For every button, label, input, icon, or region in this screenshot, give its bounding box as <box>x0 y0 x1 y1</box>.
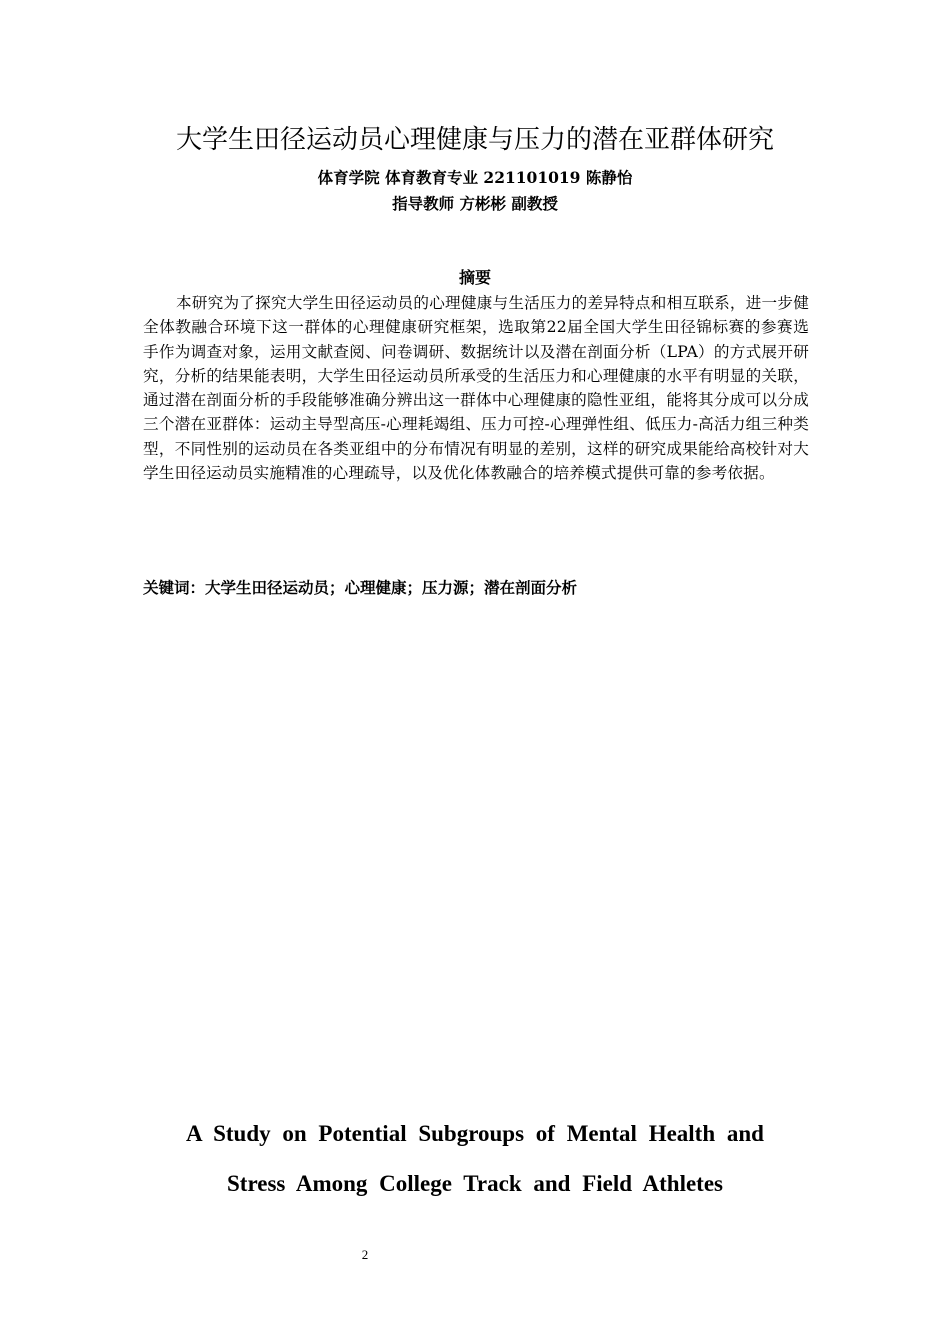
abstract-body: 本研究为了探究大学生田径运动员的心理健康与生活压力的差异特点和相互联系，进一步健全体教融合环境下这一群体的心理健康研究框架，选取第22届全国大学生田径锦标赛的参赛选手作为调查对象，运用文献查阅、问卷调研、数据统计以及潜在剖面分析（LPA）的方式展开研究，分析的结果能表明，大学生田径运动员所承受的生活压力和心理健康的水平有明显的关联，通过潜在剖面分析的手段能够准确分辨出这一群体中心理健康的隐性亚组，能将其分成可以分成三个潜在亚群体：运动主导型高压-心理耗竭组、压力可控-心理弹性组、低压力-高活力组三种类型，不同性别的运动员在各类亚组中的分布情况有明显的差别，这样的研究成果能给高校针对大学生田径运动员实施精准的心理疏导，以及优化体教融合的培养模式提供可靠的参考依据。 <box>143 294 809 483</box>
abstract-heading: 摘要 <box>458 268 491 287</box>
advisor-info: 指导教师 方彬彬 副教授 <box>392 194 558 213</box>
chinese-title: 大学生田径运动员心理健康与压力的潜在亚群体研究 <box>175 125 774 155</box>
english-title-line-2: Stress Among College Track and Field Athletes <box>227 1171 723 1196</box>
page-number: 2 <box>361 1247 369 1262</box>
english-title <box>0 1109 950 1209</box>
author-info: 体育学院 体育教育专业 221101019 陈静怡 <box>317 168 633 187</box>
keywords-line: 关键词：大学生田径运动员；心理健康；压力源；潜在剖面分析 <box>143 579 578 597</box>
english-title-line-1: A Study on Potential Subgroups of Mental Health and <box>186 1121 764 1146</box>
